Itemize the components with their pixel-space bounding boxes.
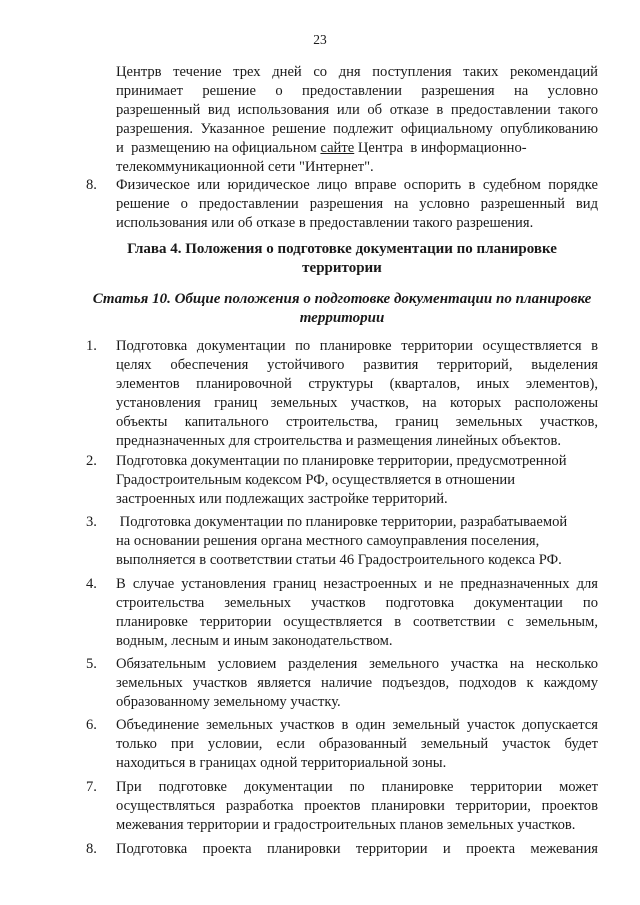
item-text — [116, 840, 598, 859]
text-line-with-link — [116, 139, 598, 158]
item-number: 4. — [86, 576, 97, 592]
text-line: выполняется в соответствии статьи 46 Градостроительного кодекса РФ. — [116, 552, 562, 568]
item-text — [116, 337, 598, 451]
article-heading — [86, 290, 598, 328]
text-line: Подготовка документации по планировке территории, предусмотренной — [116, 453, 567, 469]
chapter-heading — [86, 240, 598, 278]
heading-line: Глава 4. Положения о подготовке документации по планировке — [127, 241, 557, 257]
text-line: на основании решения органа местного самоуправления поселения, — [116, 533, 540, 549]
text-line: образованному земельному участку. — [116, 694, 341, 710]
text-line: предназначенных для строительства и размещения линейных объектов. — [116, 433, 561, 449]
text-line: земельных участков является наличие подъездов, подходов к каждому — [116, 675, 598, 691]
text-line: целях обеспечения устойчивого развития территорий, выделения — [116, 357, 598, 373]
text-line: При подготовке документации по планировке территории может — [116, 779, 598, 795]
text-line: Подготовка документации по планировке территории осуществляется в — [116, 338, 598, 354]
text-line: Подготовка проекта планировки территории и проекта межевания — [116, 841, 598, 857]
item-number: 8. — [86, 177, 97, 193]
text-line: водным, лесным и иным законодательством. — [116, 633, 393, 649]
text-line: межевания территории и градостроительных планов земельных участков. — [116, 817, 576, 833]
text-line: В случае установления границ незастроенных и не предназначенных для — [116, 576, 598, 592]
item-number: 1. — [86, 338, 97, 354]
text-line: застроенных или подлежащих застройке территорий. — [116, 491, 448, 507]
item-text — [116, 176, 598, 233]
text-line: только при условии, если образованный земельный участок будет — [116, 736, 598, 752]
text-line: разрешенный вид использования или об отказе в предоставлении такого — [116, 102, 598, 118]
intro-paragraph — [116, 63, 598, 177]
site-link[interactable]: сайте — [320, 140, 355, 156]
text-line: использования или об отказе в предоставлении такого разрешения. — [116, 215, 534, 231]
text-line: элементов планировочной структуры (кварталов, иных элементов), — [116, 376, 598, 392]
text-line: установления границ земельных участков, на которых расположены — [116, 395, 598, 411]
text-line: Подготовка документации по планировке территории, разрабатываемой — [116, 514, 568, 530]
item-number: 5. — [86, 656, 97, 672]
text-line: Объединение земельных участков в один земельный участок допускается — [116, 717, 598, 733]
text-line: Обязательным условием разделения земельного участка на несколько — [116, 656, 598, 672]
text-line: находиться в границах одной территориальной зоны. — [116, 755, 447, 771]
item-text — [116, 716, 598, 773]
item-number: 8. — [86, 841, 97, 857]
text-line: Физическое или юридическое лицо вправе оспорить в судебном порядке — [116, 177, 598, 193]
text-fragment: Центра в информационно- — [354, 140, 527, 156]
text-line: строительства земельных участков подготовка документации по — [116, 595, 598, 611]
item-text — [116, 655, 598, 712]
item-number: 2. — [86, 453, 97, 469]
heading-line: территории — [299, 310, 385, 326]
text-line: решение о предоставлении разрешения на условно разрешенный вид — [116, 196, 598, 212]
text-line: Центрв течение трех дней со дня поступления таких рекомендаций — [116, 64, 598, 80]
heading-line: территории — [302, 260, 382, 276]
item-number: 6. — [86, 717, 97, 733]
text-line: разрешения. Указанное решение подлежит официальному опубликованию — [116, 121, 598, 137]
item-text — [116, 452, 598, 509]
item-number: 3. — [86, 514, 97, 530]
text-line: осуществляться разработка проектов планировки территории, проектов — [116, 798, 598, 814]
text-line: принимает решение о предоставлении разрешения на условно — [116, 83, 598, 99]
text-line: планировке территории осуществляется в соответствии с земельным, — [116, 614, 598, 630]
heading-line: Статья 10. Общие положения о подготовке документации по планировке — [92, 291, 592, 307]
text-fragment: и размещению на официальном — [116, 140, 321, 156]
text-line: Градостроительным кодексом РФ, осуществляется в отношении — [116, 472, 516, 488]
item-text — [116, 778, 598, 835]
item-text — [116, 575, 598, 651]
item-number: 7. — [86, 779, 97, 795]
page-number: 23 — [313, 32, 327, 47]
text-line: объекты капитального строительства, границ земельных участков, — [116, 414, 598, 430]
item-text — [116, 513, 598, 570]
text-line: телекоммуникационной сети "Интернет". — [116, 159, 374, 175]
